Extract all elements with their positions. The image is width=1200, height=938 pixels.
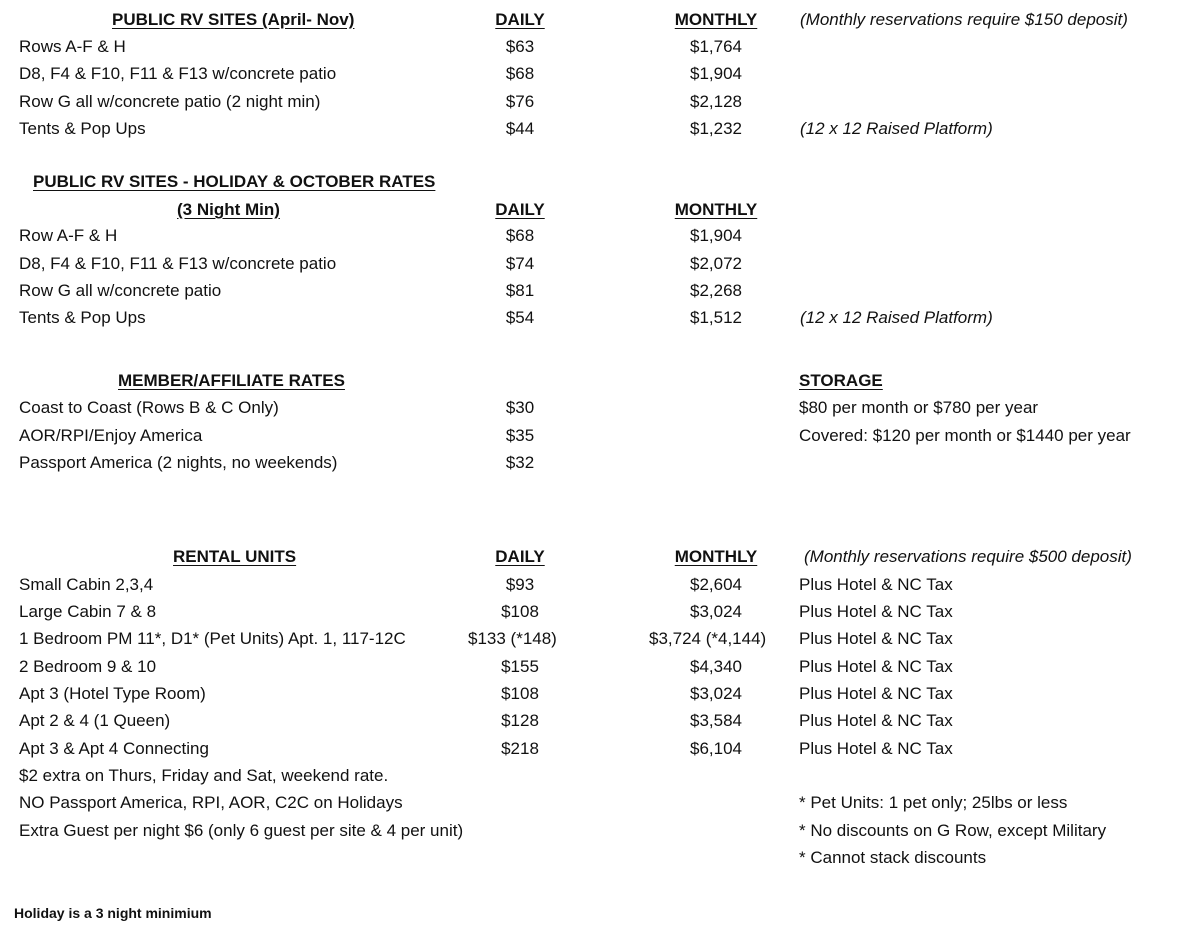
row-daily: $155 [501, 657, 539, 676]
row-tax: Plus Hotel & NC Tax [799, 602, 953, 621]
row-daily: $76 [505, 92, 535, 111]
note-line: * Cannot stack discounts [799, 848, 987, 867]
row-daily: $218 [501, 739, 539, 758]
monthly-header: MONTHLY [674, 10, 758, 29]
row-label: Row A-F & H [19, 226, 118, 245]
row-daily: $133 (*148) [468, 629, 557, 648]
row-label: Apt 3 & Apt 4 Connecting [19, 739, 209, 758]
row-monthly: $2,072 [690, 254, 742, 273]
row-label: Rows A-F & H [19, 37, 126, 56]
row-label: Row G all w/concrete patio (2 night min) [19, 92, 321, 111]
deposit-note: (Monthly reservations require $150 deposit) [800, 10, 1128, 29]
storage-line: Covered: $120 per month or $1440 per year [799, 426, 1131, 445]
row-daily: $128 [501, 711, 539, 730]
row-label: Apt 2 & 4 (1 Queen) [19, 711, 171, 730]
row-monthly: $2,128 [690, 92, 742, 111]
section-title: MEMBER/AFFILIATE RATES [118, 371, 345, 390]
row-label: 2 Bedroom 9 & 10 [19, 657, 157, 676]
row-daily: $108 [501, 684, 539, 703]
row-tax: Plus Hotel & NC Tax [799, 657, 953, 676]
row-label: Row G all w/concrete patio [19, 281, 222, 300]
storage-title: STORAGE [799, 371, 883, 390]
section-title: PUBLIC RV SITES - HOLIDAY & OCTOBER RATES [33, 172, 436, 191]
row-label: Passport America (2 nights, no weekends) [19, 453, 338, 472]
note-line: * Pet Units: 1 pet only; 25lbs or less [799, 793, 1068, 812]
row-monthly: $1,512 [690, 308, 742, 327]
row-note: (12 x 12 Raised Platform) [800, 308, 993, 327]
row-tax: Plus Hotel & NC Tax [799, 711, 953, 730]
row-monthly: $1,764 [690, 37, 742, 56]
note-line: * No discounts on G Row, except Military [799, 821, 1107, 840]
row-monthly: $3,024 [690, 684, 742, 703]
row-daily: $68 [505, 64, 535, 83]
row-monthly: $1,904 [690, 64, 742, 83]
row-monthly: $1,904 [690, 226, 742, 245]
deposit-note: (Monthly reservations require $500 deposit) [804, 547, 1132, 566]
daily-header: DAILY [495, 10, 545, 29]
row-daily: $108 [501, 602, 539, 621]
row-label: Coast to Coast (Rows B & C Only) [19, 398, 279, 417]
row-daily: $63 [505, 37, 535, 56]
row-monthly: $1,232 [690, 119, 742, 138]
row-daily: $44 [505, 119, 535, 138]
row-label: 1 Bedroom PM 11*, D1* (Pet Units) Apt. 1, 117-12C [19, 629, 406, 648]
row-monthly: $3,584 [690, 711, 742, 730]
row-monthly: $4,340 [690, 657, 742, 676]
row-label: Tents & Pop Ups [19, 308, 146, 327]
section-title: PUBLIC RV SITES (April- Nov) [112, 10, 355, 29]
row-label: AOR/RPI/Enjoy America [19, 426, 203, 445]
row-monthly: $3,024 [690, 602, 742, 621]
row-daily: $35 [505, 426, 535, 445]
row-daily: $74 [505, 254, 535, 273]
footer-note: Holiday is a 3 night minimium [14, 905, 212, 921]
row-label: D8, F4 & F10, F11 & F13 w/concrete patio [19, 254, 337, 273]
row-monthly: $6,104 [690, 739, 742, 758]
daily-header: DAILY [495, 200, 545, 219]
row-daily: $93 [505, 575, 535, 594]
note-line: $2 extra on Thurs, Friday and Sat, weekend rate. [19, 766, 389, 785]
row-tax: Plus Hotel & NC Tax [799, 629, 953, 648]
row-label: Tents & Pop Ups [19, 119, 146, 138]
row-label: D8, F4 & F10, F11 & F13 w/concrete patio [19, 64, 337, 83]
row-daily: $68 [505, 226, 535, 245]
storage-line: $80 per month or $780 per year [799, 398, 1039, 417]
row-tax: Plus Hotel & NC Tax [799, 684, 953, 703]
row-tax: Plus Hotel & NC Tax [799, 739, 953, 758]
daily-header: DAILY [495, 547, 545, 566]
monthly-header: MONTHLY [674, 200, 758, 219]
row-monthly: $2,604 [690, 575, 742, 594]
row-label: Small Cabin 2,3,4 [19, 575, 154, 594]
section-subtitle: (3 Night Min) [177, 200, 280, 219]
row-note: (12 x 12 Raised Platform) [800, 119, 993, 138]
note-line: Extra Guest per night $6 (only 6 guest per site & 4 per unit) [19, 821, 464, 840]
row-monthly: $3,724 (*4,144) [649, 629, 767, 648]
row-label: Large Cabin 7 & 8 [19, 602, 157, 621]
row-tax: Plus Hotel & NC Tax [799, 575, 953, 594]
note-line: NO Passport America, RPI, AOR, C2C on Holidays [19, 793, 403, 812]
row-daily: $30 [505, 398, 535, 417]
monthly-header: MONTHLY [674, 547, 758, 566]
row-daily: $81 [505, 281, 535, 300]
row-label: Apt 3 (Hotel Type Room) [19, 684, 206, 703]
row-monthly: $2,268 [690, 281, 742, 300]
row-daily: $54 [505, 308, 535, 327]
section-title: RENTAL UNITS [173, 547, 297, 566]
row-daily: $32 [505, 453, 535, 472]
